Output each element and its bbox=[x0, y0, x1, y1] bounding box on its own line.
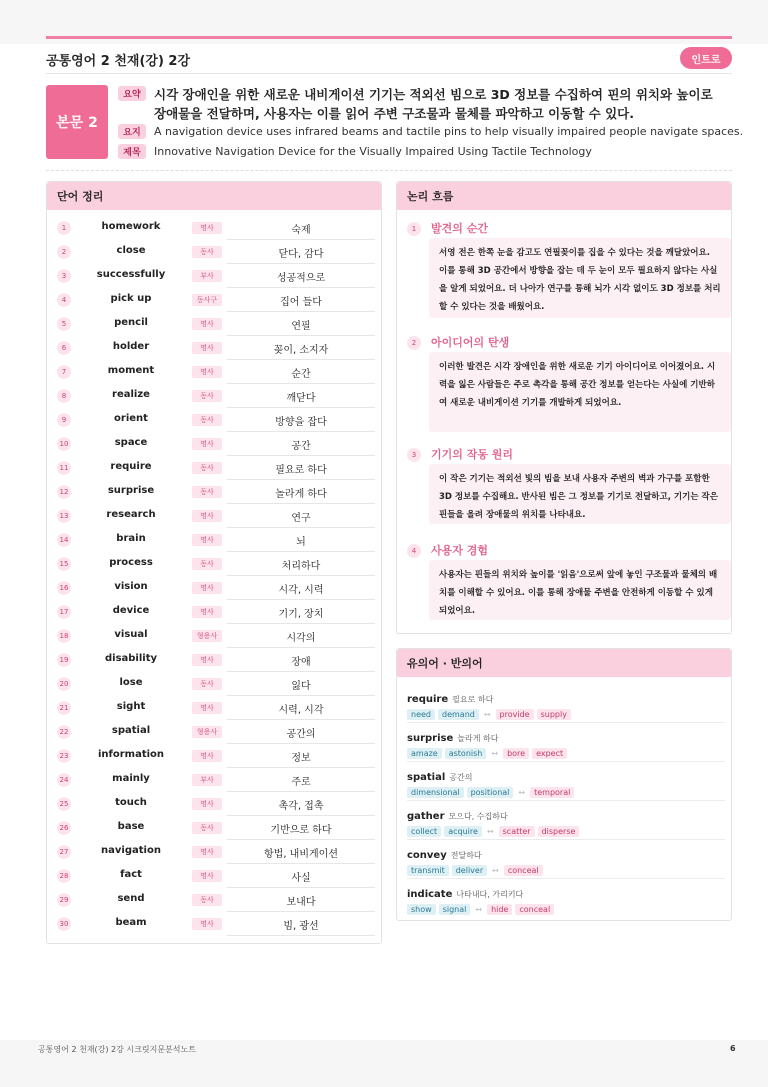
vocab-number: 13 bbox=[57, 509, 71, 523]
vocab-pos-badge: 동사구 bbox=[192, 294, 222, 306]
vocab-number: 12 bbox=[57, 485, 71, 499]
vocab-number: 25 bbox=[57, 797, 71, 811]
footer-text: 공통영어 2 천재(강) 2강 시크릿지문분석노트 bbox=[38, 1045, 196, 1054]
vocab-row bbox=[47, 720, 381, 744]
vocab-pos-badge: 동사 bbox=[192, 390, 222, 402]
flow-step bbox=[407, 446, 727, 528]
vocab-row bbox=[47, 696, 381, 720]
synonym-entry bbox=[407, 687, 725, 720]
vocab-number: 22 bbox=[57, 725, 71, 739]
vocab-number: 23 bbox=[57, 749, 71, 763]
vocab-meaning: 장애 bbox=[291, 657, 311, 668]
top-accent-rule bbox=[46, 36, 732, 39]
vocab-meaning: 시각의 bbox=[286, 633, 316, 644]
vocab-meaning: 순간 bbox=[291, 369, 311, 380]
vocab-pos-badge: 동사 bbox=[192, 462, 222, 474]
document-title: 공통영어 2 천재(강) 2강 bbox=[46, 54, 191, 69]
vocab-pos-badge: 명사 bbox=[192, 750, 222, 762]
vocab-word: spatial bbox=[111, 725, 151, 736]
vocab-pos-badge: 명사 bbox=[192, 534, 222, 546]
vocab-word: vision bbox=[114, 581, 148, 592]
vocab-word: beam bbox=[115, 917, 147, 928]
vocab-word: process bbox=[109, 557, 153, 568]
vocab-number: 30 bbox=[57, 917, 71, 931]
synonym-chip: signal bbox=[439, 904, 471, 915]
vocab-meaning: 숙제 bbox=[291, 225, 311, 236]
synonym-chips bbox=[407, 904, 725, 915]
header-divider bbox=[46, 73, 732, 74]
antonym-chip: disperse bbox=[538, 826, 580, 837]
vocab-row bbox=[47, 792, 381, 816]
vocab-word: realize bbox=[112, 389, 150, 400]
vocab-meaning: 기반으로 하다 bbox=[270, 825, 332, 836]
synonym-word: spatial bbox=[407, 772, 446, 783]
synonym-chip: collect bbox=[407, 826, 441, 837]
vocab-row bbox=[47, 600, 381, 624]
flow-step bbox=[407, 334, 727, 436]
vocab-number: 3 bbox=[57, 269, 71, 283]
vocab-row bbox=[47, 672, 381, 696]
vocab-pos-badge: 부사 bbox=[192, 270, 222, 282]
vocab-meaning: 방향을 잡다 bbox=[275, 417, 327, 428]
vocab-row bbox=[47, 384, 381, 408]
vocab-number: 19 bbox=[57, 653, 71, 667]
antonym-chip: provide bbox=[496, 709, 534, 720]
vocab-row bbox=[47, 888, 381, 912]
vocab-word: homework bbox=[101, 221, 161, 232]
vocab-number: 1 bbox=[57, 221, 71, 235]
vocab-pos-badge: 명사 bbox=[192, 582, 222, 594]
vocab-number: 9 bbox=[57, 413, 71, 427]
flow-step-text: 이러한 발견은 시각 장애인을 위한 새로운 기기 아이디어로 이어졌어요. 시력을 잃은 사람들은 주로 촉각을 통해 공간 정보를 얻는다는 사실에 기반하여 새로운 내비게이션 기기를 개발하게 되었어요. bbox=[429, 352, 731, 432]
vocab-word: disability bbox=[104, 653, 158, 664]
flow-step-title: 발견의 순간 bbox=[431, 222, 488, 235]
synonym-chip: acquire bbox=[444, 826, 482, 837]
vocab-pos-badge: 명사 bbox=[192, 606, 222, 618]
flow-step bbox=[407, 220, 727, 322]
vocab-meaning: 닫다, 감다 bbox=[278, 249, 324, 260]
synonym-divider bbox=[407, 839, 725, 840]
vocab-word: successfully bbox=[96, 269, 166, 280]
vocab-row bbox=[47, 360, 381, 384]
synonym-divider bbox=[407, 878, 725, 879]
vocab-meaning: 사실 bbox=[291, 873, 311, 884]
synonym-chip: need bbox=[407, 709, 435, 720]
synonym-meaning: 나타내다, 가리키다 bbox=[456, 890, 524, 899]
vocab-meaning: 필요로 하다 bbox=[275, 465, 327, 476]
vocab-row bbox=[47, 840, 381, 864]
vocab-meaning: 처리하다 bbox=[281, 561, 321, 572]
vocab-row bbox=[47, 288, 381, 312]
flow-step-number: 1 bbox=[407, 222, 421, 236]
flow-step-number: 3 bbox=[407, 448, 421, 462]
synonym-divider bbox=[407, 761, 725, 762]
vocab-panel bbox=[46, 181, 382, 944]
synonym-entry-head bbox=[407, 726, 725, 745]
vocab-row bbox=[47, 576, 381, 600]
flow-step-text: 이 작은 기기는 적외선 빛의 빔을 보내 사용자 주변의 벽과 가구를 포함한 3D 정보를 수집해요. 반사된 빔은 그 정보를 기기로 전달하고, 기기는 작은 핀들을 올려 장애물의 위치를 나타내요. bbox=[429, 464, 731, 524]
flow-step-number: 2 bbox=[407, 336, 421, 350]
vocab-word: holder bbox=[112, 341, 150, 352]
vocab-pos-badge: 명사 bbox=[192, 438, 222, 450]
vocab-number: 27 bbox=[57, 845, 71, 859]
flow-step-title: 아이디어의 탄생 bbox=[431, 336, 510, 349]
vocab-row bbox=[47, 504, 381, 528]
gist-tag: 요지 bbox=[118, 124, 146, 139]
vocab-row bbox=[47, 408, 381, 432]
vocab-number: 20 bbox=[57, 677, 71, 691]
page-number: 6 bbox=[730, 1044, 736, 1053]
vocab-meaning: 놀라게 하다 bbox=[275, 489, 327, 500]
vocab-meaning: 빔, 광선 bbox=[283, 921, 319, 932]
synonym-divider bbox=[407, 800, 725, 801]
flow-step-text: 서영 전은 한쪽 눈을 감고도 연필꽂이를 집을 수 있다는 것을 깨달았어요. 이를 통해 3D 공간에서 방향을 잡는 데 두 눈이 모두 필요하지 않다는 사실을 알게 되었어요. 더 나아가 연구를 통해 뇌가 시각 없이도 3D 정보를 처리할 수 있다는 것을 배웠어요. bbox=[429, 238, 731, 318]
synonym-chip: positional bbox=[467, 787, 514, 798]
vocab-row bbox=[47, 312, 381, 336]
vocab-meaning: 깨닫다 bbox=[286, 393, 316, 404]
vocab-row bbox=[47, 456, 381, 480]
vocab-row bbox=[47, 432, 381, 456]
vocab-meaning: 뇌 bbox=[296, 537, 306, 548]
flow-step-title: 사용자 경험 bbox=[431, 544, 488, 557]
vocab-pos-badge: 동사 bbox=[192, 246, 222, 258]
antonym-chip: expect bbox=[532, 748, 567, 759]
synonym-word: require bbox=[407, 694, 449, 705]
vocab-meaning: 촉각, 접촉 bbox=[278, 801, 324, 812]
synonym-entry-head bbox=[407, 687, 725, 706]
vocab-number: 21 bbox=[57, 701, 71, 715]
gist-text: A navigation device uses infrared beams and tactile pins to help visually impaired people navigate spaces. bbox=[154, 125, 744, 138]
vocab-number: 16 bbox=[57, 581, 71, 595]
vocab-number: 17 bbox=[57, 605, 71, 619]
flow-panel bbox=[396, 181, 732, 634]
synonym-chip: deliver bbox=[452, 865, 487, 876]
vocab-pos-badge: 명사 bbox=[192, 318, 222, 330]
summary-tag: 요약 bbox=[118, 86, 146, 101]
vocab-row bbox=[47, 216, 381, 240]
vocab-number: 26 bbox=[57, 821, 71, 835]
vocab-pos-badge: 명사 bbox=[192, 222, 222, 234]
vocab-number: 29 bbox=[57, 893, 71, 907]
synonym-entry bbox=[407, 726, 725, 759]
section-badge: 본문 2 bbox=[46, 85, 108, 159]
vocab-word: navigation bbox=[101, 845, 161, 856]
vocab-meaning: 잃다 bbox=[291, 681, 311, 692]
vocab-number: 6 bbox=[57, 341, 71, 355]
vocab-word: space bbox=[114, 437, 148, 448]
title-text: Innovative Navigation Device for the Visually Impaired Using Tactile Technology bbox=[154, 145, 592, 158]
vocab-pos-badge: 명사 bbox=[192, 510, 222, 522]
synonym-word: surprise bbox=[407, 733, 454, 744]
synonym-meaning: 놀라게 하다 bbox=[457, 734, 499, 743]
flow-step-title: 기기의 작동 원리 bbox=[431, 448, 514, 461]
synonym-entry bbox=[407, 804, 725, 837]
synonym-word: convey bbox=[407, 850, 447, 861]
vocab-word: orient bbox=[114, 413, 148, 424]
vocab-word: moment bbox=[107, 365, 155, 376]
synonym-chip: astonish bbox=[445, 748, 487, 759]
antonym-chip: conceal bbox=[515, 904, 554, 915]
synonym-chip: amaze bbox=[407, 748, 442, 759]
vocab-word: send bbox=[117, 893, 145, 904]
opposite-arrow-icon: ↔ bbox=[518, 788, 526, 797]
vocab-number: 8 bbox=[57, 389, 71, 403]
vocab-word: surprise bbox=[107, 485, 155, 496]
vocab-word: sight bbox=[116, 701, 146, 712]
vocab-word: pick up bbox=[110, 293, 152, 304]
vocab-meaning: 연구 bbox=[291, 513, 311, 524]
summary-text: 시각 장애인을 위한 새로운 내비게이션 기기는 적외선 빔으로 3D 정보를 수집하여 핀의 위치와 높이로 장애물을 전달하며, 사용자는 이를 읽어 주변 구조물과 물체를 파악하고 이동할 수 있다. bbox=[154, 87, 713, 121]
vocab-pos-badge: 동사 bbox=[192, 822, 222, 834]
vocab-pos-badge: 부사 bbox=[192, 774, 222, 786]
intro-button[interactable]: 인트로 bbox=[680, 47, 732, 69]
vocab-pos-badge: 명사 bbox=[192, 846, 222, 858]
opposite-arrow-icon: ↔ bbox=[486, 827, 494, 836]
vocab-row bbox=[47, 528, 381, 552]
vocab-meaning: 시력, 시각 bbox=[278, 705, 324, 716]
vocab-number: 11 bbox=[57, 461, 71, 475]
flow-heading: 논리 흐름 bbox=[397, 182, 731, 210]
vocab-word: information bbox=[97, 749, 165, 760]
vocab-row bbox=[47, 648, 381, 672]
antonym-chip: bore bbox=[503, 748, 529, 759]
synonym-chips bbox=[407, 709, 725, 720]
synonym-meaning: 공간의 bbox=[449, 773, 473, 782]
vocab-meaning: 집어 들다 bbox=[280, 297, 322, 308]
vocab-row bbox=[47, 624, 381, 648]
synonym-chip: dimensional bbox=[407, 787, 464, 798]
vocab-row bbox=[47, 240, 381, 264]
antonym-chip: conceal bbox=[504, 865, 543, 876]
antonym-chip: supply bbox=[537, 709, 571, 720]
synonym-entry bbox=[407, 843, 725, 876]
vocab-pos-badge: 형용사 bbox=[192, 726, 222, 738]
vocab-word: mainly bbox=[112, 773, 150, 784]
antonym-chip: hide bbox=[487, 904, 512, 915]
vocab-meaning: 꽂이, 소지자 bbox=[273, 345, 329, 356]
vocab-pos-badge: 동사 bbox=[192, 486, 222, 498]
vocab-word: require bbox=[110, 461, 152, 472]
vocab-pos-badge: 명사 bbox=[192, 918, 222, 930]
vocab-row-divider bbox=[227, 935, 375, 936]
opposite-arrow-icon: ↔ bbox=[492, 866, 499, 875]
vocab-meaning: 항법, 내비게이션 bbox=[264, 849, 338, 860]
vocab-number: 7 bbox=[57, 365, 71, 379]
vocab-word: pencil bbox=[114, 317, 148, 328]
antonym-chip: temporal bbox=[530, 787, 574, 798]
synonym-entry-head bbox=[407, 882, 725, 901]
synonym-entry bbox=[407, 882, 725, 915]
synonym-chip: show bbox=[407, 904, 436, 915]
vocab-meaning: 주로 bbox=[291, 777, 311, 788]
vocab-word: fact bbox=[120, 869, 142, 880]
vocab-pos-badge: 명사 bbox=[192, 702, 222, 714]
vocab-number: 14 bbox=[57, 533, 71, 547]
vocab-row bbox=[47, 480, 381, 504]
opposite-arrow-icon: ↔ bbox=[475, 905, 483, 914]
synonym-word: gather bbox=[407, 811, 445, 822]
synonym-divider bbox=[407, 722, 725, 723]
synonym-word: indicate bbox=[407, 889, 453, 900]
vocab-word: brain bbox=[116, 533, 146, 544]
vocab-pos-badge: 동사 bbox=[192, 558, 222, 570]
vocab-word: close bbox=[116, 245, 146, 256]
vocab-heading: 단어 정리 bbox=[47, 182, 381, 210]
vocab-meaning: 기기, 장치 bbox=[278, 609, 324, 620]
flow-step-number: 4 bbox=[407, 544, 421, 558]
vocab-meaning: 성공적으로 bbox=[276, 273, 326, 284]
synonym-panel bbox=[396, 648, 732, 921]
synonym-meaning: 전달하다 bbox=[450, 851, 482, 860]
synonym-chips bbox=[407, 748, 725, 759]
synonym-entry-head bbox=[407, 765, 725, 784]
synonym-meaning: 필요로 하다 bbox=[452, 695, 494, 704]
synonym-chip: demand bbox=[438, 709, 479, 720]
vocab-row bbox=[47, 864, 381, 888]
vocab-word: device bbox=[112, 605, 150, 616]
vocab-pos-badge: 동사 bbox=[192, 678, 222, 690]
vocab-pos-badge: 명사 bbox=[192, 798, 222, 810]
synonym-entry-head bbox=[407, 843, 725, 862]
vocab-pos-badge: 형용사 bbox=[192, 630, 222, 642]
vocab-number: 24 bbox=[57, 773, 71, 787]
synonym-meaning: 모으다, 수집하다 bbox=[448, 812, 508, 821]
vocab-row bbox=[47, 552, 381, 576]
vocab-pos-badge: 동사 bbox=[192, 894, 222, 906]
vocab-row bbox=[47, 744, 381, 768]
synonym-entry bbox=[407, 765, 725, 798]
title-tag: 제목 bbox=[118, 144, 146, 159]
vocab-meaning: 공간 bbox=[291, 441, 311, 452]
synonym-entry-head bbox=[407, 804, 725, 823]
synonym-chips bbox=[407, 787, 725, 798]
vocab-number: 5 bbox=[57, 317, 71, 331]
synonym-chips bbox=[407, 865, 725, 876]
vocab-number: 15 bbox=[57, 557, 71, 571]
opposite-arrow-icon: ↔ bbox=[491, 749, 499, 758]
vocab-meaning: 공간의 bbox=[286, 729, 316, 740]
vocab-meaning: 정보 bbox=[291, 753, 311, 764]
vocab-word: touch bbox=[115, 797, 147, 808]
vocab-word: research bbox=[106, 509, 156, 520]
synonym-heading: 유의어 · 반의어 bbox=[397, 649, 731, 677]
antonym-chip: scatter bbox=[499, 826, 535, 837]
vocab-pos-badge: 동사 bbox=[192, 414, 222, 426]
vocab-number: 10 bbox=[57, 437, 71, 451]
vocab-row bbox=[47, 336, 381, 360]
vocab-meaning: 연필 bbox=[291, 321, 311, 332]
opposite-arrow-icon: ↔ bbox=[483, 710, 491, 719]
synonym-chips bbox=[407, 826, 725, 837]
vocab-word: base bbox=[117, 821, 145, 832]
vocab-row bbox=[47, 816, 381, 840]
vocab-row bbox=[47, 768, 381, 792]
synonym-chip: transmit bbox=[407, 865, 449, 876]
vocab-pos-badge: 명사 bbox=[192, 654, 222, 666]
section-divider bbox=[46, 170, 732, 171]
vocab-meaning: 보내다 bbox=[286, 897, 316, 908]
vocab-pos-badge: 명사 bbox=[192, 870, 222, 882]
vocab-number: 4 bbox=[57, 293, 71, 307]
vocab-row bbox=[47, 912, 381, 936]
vocab-number: 28 bbox=[57, 869, 71, 883]
flow-step-text: 사용자는 핀들의 위치와 높이를 '읽음'으로써 앞에 놓인 구조물과 물체의 배치를 이해할 수 있어요. 이를 통해 장애물 주변을 안전하게 이동할 수 있게 되었어요. bbox=[429, 560, 731, 620]
vocab-number: 18 bbox=[57, 629, 71, 643]
flow-step bbox=[407, 542, 727, 624]
vocab-pos-badge: 명사 bbox=[192, 342, 222, 354]
vocab-word: visual bbox=[114, 629, 148, 640]
vocab-meaning: 시각, 시력 bbox=[278, 585, 324, 596]
vocab-row bbox=[47, 264, 381, 288]
vocab-word: lose bbox=[119, 677, 143, 688]
vocab-number: 2 bbox=[57, 245, 71, 259]
vocab-pos-badge: 명사 bbox=[192, 366, 222, 378]
